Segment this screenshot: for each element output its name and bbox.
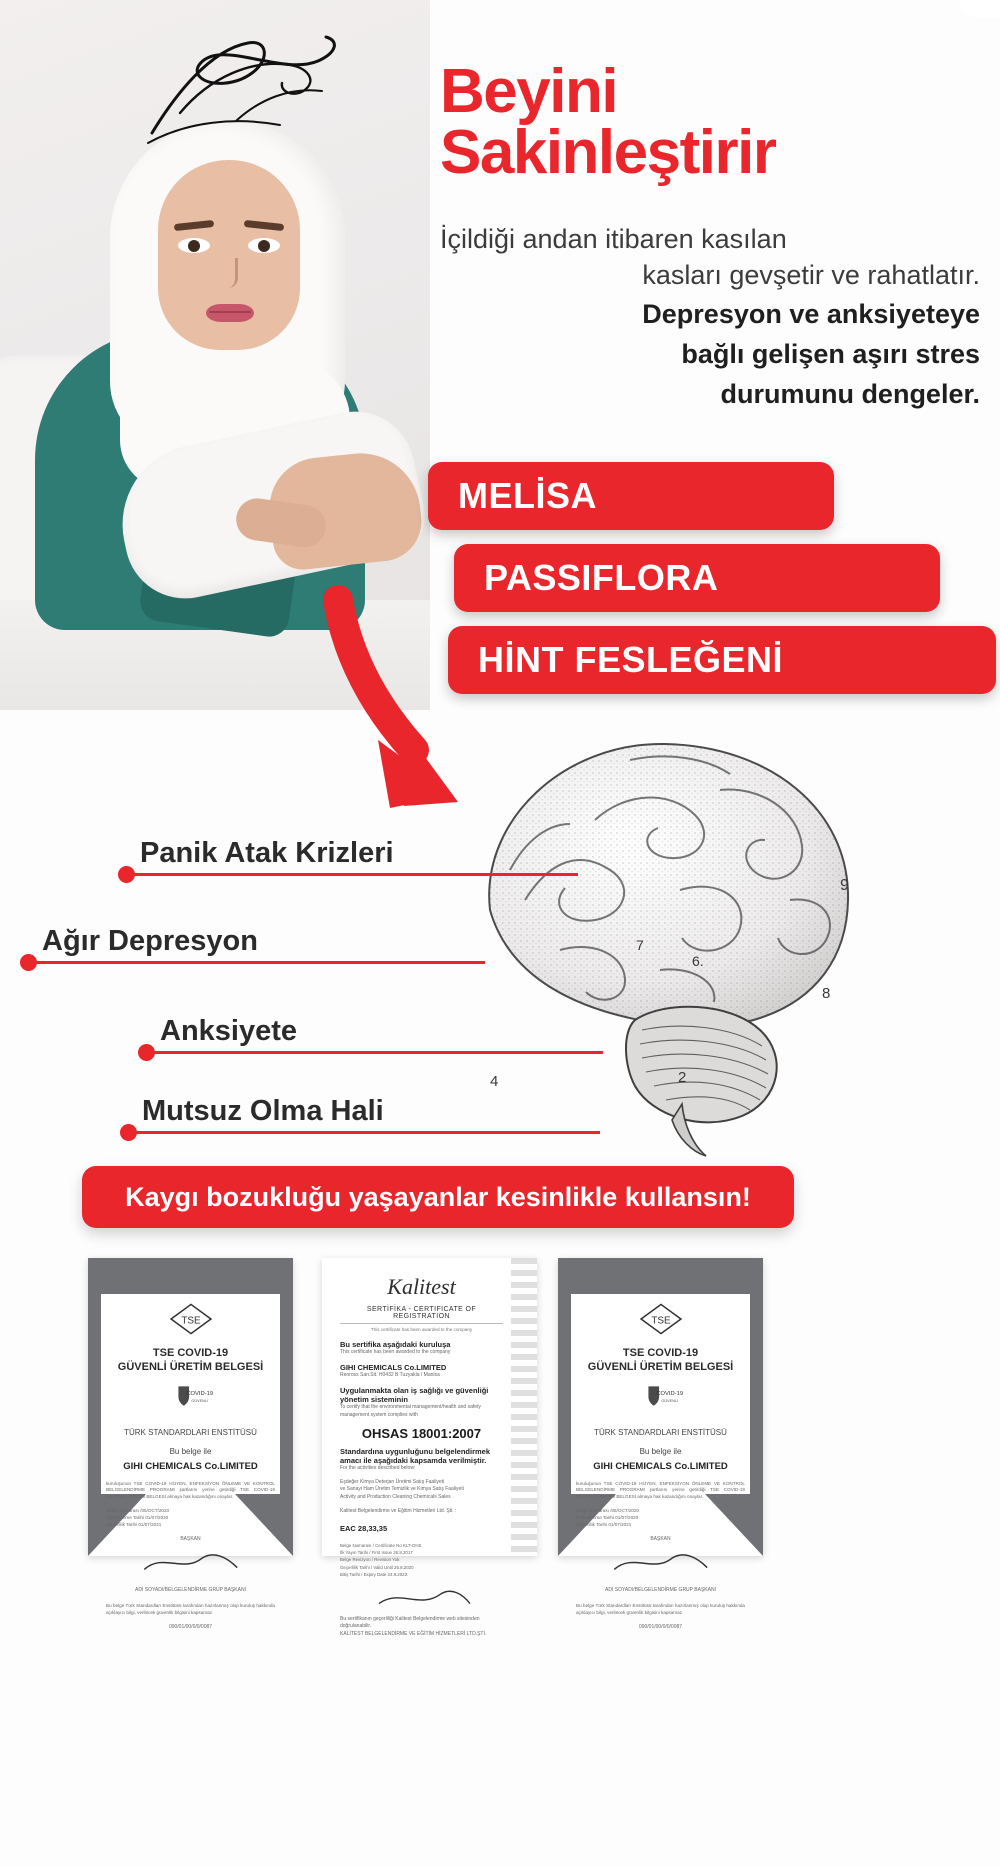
symptom-callout-list [0,810,1000,1150]
cert-field-label-2: Düzenlenme Tarihi [106,1515,144,1521]
kalitest-row-value: KLT-OHS [402,1542,422,1548]
covid-safe-badge-icon [162,1383,220,1409]
headline [440,57,990,187]
kalitest-bottom-note: Bu sertifikanın geçerliliği Kalitest Belgelendirme web sitesinden doğrulanabilir. [340,1615,480,1630]
svg-text:8: 8 [822,985,831,1002]
cert-description: kuruluşunun TSE COVID-19 HİJYEN, ENFEKSİYON ÖNLEME VE KONTROL BELGELENDİRME PROGRAMI şartlarını yerine getirdiği TSE COVID-19 GÜVENLİ ÜRETİM BELGESİ almaya hak kazandığını onaylar. [106,1480,275,1500]
cert-title-line-2: GÜVENLİ ÜRETİM BELGESİ [587,1360,734,1373]
signature-icon [140,25,360,155]
cert-title-line-2: GÜVENLİ ÜRETİM BELGESİ [117,1360,264,1373]
cert-institute: TÜRK STANDARDLARI ENSTİTÜSÜ [124,1427,257,1437]
eyebrow-left [174,220,215,231]
cert-company: GIHI CHEMICALS Co.LIMITED [123,1460,258,1472]
cert-field-label-3: Geçerlilik Tarihi [576,1521,608,1527]
certificate-side-band-left [558,1294,571,1494]
certificate-side-band-left [88,1294,101,1494]
svg-text:7: 7 [636,937,644,953]
certificate-top-band [558,1258,763,1294]
cert-field-value-1: /05/OCT/2020 [610,1508,640,1514]
svg-text:COVID-19: COVID-19 [655,1390,683,1397]
svg-text:TSE: TSE [180,1315,201,1327]
kalitest-row-label: İlk Yayın Tarihi / First Issue [340,1549,392,1555]
subtext-bold-1: Depresyon ve anksiyeteye [642,299,980,330]
kalitest-scope-en: To certify that the environmental management/health and safety management system complies with [340,1404,481,1418]
kalitest-company: GIHI CHEMICALS Co.LIMITED [340,1362,447,1372]
cert-signature-icon [605,1549,716,1575]
ingredient-pill-list [428,462,996,708]
symptom-bullet-dot [138,1044,155,1061]
cta-text: Kaygı bozukluğu yaşayanlar kesinlikle kullansın! [125,1181,751,1212]
symptom-leader-line [30,961,485,964]
cert-field-label-1: Belge Numarası [576,1508,609,1514]
eye-right [248,238,280,253]
cert-auth-label: ADI SOYADI/BELGELENDİRME GRUP BAŞKANI [605,1586,716,1593]
kalitest-row-value: 25.8.2020 [394,1564,414,1570]
kalitest-head-en: This certificate has been awarded to the company [340,1349,451,1355]
certificate-tse-right [558,1258,763,1630]
cert-title-line-1: TSE COVID-19 [622,1347,699,1359]
cert-signer-label: BAŞKAN [180,1535,201,1542]
kalitest-brand: Kalitest [387,1274,456,1299]
certificate-top-band [88,1258,293,1294]
cert-field-label-3: Geçerlilik Tarihi [106,1521,138,1527]
kalitest-standard: OHSAS 18001:2007 [361,1426,482,1441]
kalitest-row-label: Bitiş Tarihi / Expiry Date [340,1572,387,1578]
cert-title-line-1: TSE COVID-19 [152,1347,229,1359]
ingredient-pill-melisa: MELİSA [428,462,834,530]
ingredient-pill-hint-feslegeni: HİNT FESLEĞENİ [448,626,996,694]
kalitest-bottom-note-2: KALİTEST BELGELENDİRME VE EĞİTİM HİZMETLERİ LTD.ŞTİ. [340,1630,487,1637]
cert-by-label: Bu belge ile [169,1446,212,1456]
kalitest-row-value: Yok [392,1557,400,1563]
corner-notch [960,0,1000,18]
cert-ref: 090/01/00/0/0/0087 [638,1623,683,1630]
svg-text:GÜVENLİ: GÜVENLİ [660,1398,678,1403]
cert-company: GIHI CHEMICALS Co.LIMITED [593,1460,728,1472]
kalitest-scope-detail-en2: Activity and Production Cleaning Chemicals Sales [340,1493,451,1500]
cert-by-label: Bu belge ile [639,1446,682,1456]
symptom-label: Anksiyete [160,1015,298,1047]
cert-field-value-3: 01/07/2021 [608,1521,632,1527]
cert-field-value-2: 01/07/2020 [145,1515,169,1521]
ingredient-pill-passiflora: PASSIFLORA [454,544,940,612]
kalitest-eac: EAC 28,33,35 [340,1523,388,1533]
kalitest-table [340,1542,503,1579]
cta-banner [82,1166,794,1228]
tse-logo-icon [638,1302,684,1336]
kalitest-subtitle: SERTİFİKA - CERTIFICATE OF REGISTRATION [340,1306,503,1324]
svg-text:COVID-19: COVID-19 [185,1390,213,1397]
symptom-label: Mutsuz Olma Hali [142,1095,384,1127]
kalitest-row-value: 24.9.2023 [387,1572,408,1578]
symptom-bullet-dot [118,866,135,883]
kalitest-address: Renross San.Sit. H0432 B Tuzyakla / Manisa [340,1371,440,1378]
cert-field-value-2: 01/07/2020 [615,1515,639,1521]
kalitest-row-label: Belge Numarası / Certificate No [340,1542,402,1548]
kalitest-footer-label: Kalitest Belgelendirme ve Eğitim Hizmetleri Ltd. Şti. : [340,1508,457,1514]
subtext-block [440,222,980,412]
symptom-leader-line [148,1051,603,1054]
kalitest-signature-icon [366,1585,477,1611]
svg-text:2: 2 [678,1069,687,1086]
svg-text:4: 4 [490,1073,499,1090]
cert-auth-label: ADI SOYADI/BELGELENDİRME GRUP BAŞKANI [135,1586,246,1593]
svg-text:TSE: TSE [650,1315,671,1327]
cert-footer: Bu belge Türk Standardları Enstitüsü tarafından hazırlanmış olup kuruluş hakkında açıklayıcı bilgi, verilecek güvenlik bilgisini kapsamaz. [106,1602,275,1615]
symptom-label: Panik Atak Krizleri [140,837,394,869]
kalitest-row-label: Geçerlilik Tarihi / Valid Until [340,1564,393,1570]
nose-shape [220,258,238,288]
symptom-bullet-dot [20,954,37,971]
cert-footer: Bu belge Türk Standardları Enstitüsü tarafından hazırlanmış olup kuruluş hakkında açıklayıcı bilgi, verilecek güvenlik bilgisini kapsamaz. [576,1602,745,1615]
symptom-leader-line [130,1131,600,1134]
cert-ref: 090/01/00/0/0/0087 [168,1623,213,1630]
cert-description: kuruluşunun TSE COVID-19 HİJYEN, ENFEKSİYON ÖNLEME VE KONTROL BELGELENDİRME PROGRAMI şartlarını yerine getirdiği TSE COVID-19 GÜVENLİ ÜRETİM BELGESİ almaya hak kazandığını onaylar. [576,1480,745,1500]
kalitest-row-label: Belge Revizyon / Revision [340,1557,392,1563]
svg-text:6.: 6. [692,953,704,969]
cert-field-label-2: Düzenlenme Tarihi [576,1515,614,1521]
certificate-tse-left [88,1258,293,1630]
cert-signature-icon [135,1549,246,1575]
certificate-wave-edge [511,1258,537,1556]
lips-shape [206,304,254,322]
certificate-side-band-right [750,1294,763,1494]
cert-field-value-3: 01/07/2021 [138,1521,162,1527]
kalitest-scope-detail-en: ve Sanayi Ham Üretim Temizlik ve Kimya Satış Faaliyeti [340,1486,464,1492]
certificate-side-band-right [280,1294,293,1494]
face-shape [158,160,300,350]
kalitest-scope-detail-tr: Eşdeğer Kimya Deterjan Üretimi Satış Faaliyeti [340,1478,445,1485]
cert-field-value-1: /05/OCT/2020 [140,1508,170,1514]
kalitest-head-tr: Bu sertifika aşağıdaki kuruluşa [340,1340,451,1349]
kalitest-std-desc-tr: Standardına uygunluğunu belgelendirmek amacı ile aşağıdaki kapsamda verilmiştir. [340,1447,491,1465]
cert-field-label-1: Belge Numarası [106,1508,139,1514]
symptom-leader-line [128,873,578,876]
tse-logo-icon [168,1302,214,1336]
subtext-bold-2: bağlı gelişen aşırı stres [681,338,980,369]
cert-institute: TÜRK STANDARDLARI ENSTİTÜSÜ [594,1427,727,1437]
certificate-kalitest [322,1258,537,1637]
symptom-bullet-dot [120,1124,137,1141]
eyebrow-right [244,220,285,231]
subtext-light-1: İçildiği andan itibaren kasılan [440,224,787,254]
svg-text:9: 9 [840,877,849,894]
subtext-bold-3: durumunu dengeler. [720,378,980,409]
covid-safe-badge-icon [632,1383,690,1409]
headline-line-2: Sakinleştirir [440,117,776,187]
symptom-label: Ağır Depresyon [42,925,258,957]
certificate-row [0,1258,1000,1637]
eye-left [178,238,210,253]
kalitest-std-desc-en: For the activities described below: [340,1465,416,1471]
svg-text:GÜVENLİ: GÜVENLİ [190,1398,208,1403]
subtext-light-2: kasları gevşetir ve rahatlatır. [642,259,980,290]
cert-signer-label: BAŞKAN [650,1535,671,1542]
kalitest-row-value: 26.8.2017 [393,1549,413,1555]
kalitest-scope-tr: Uygulanmakta olan iş sağlığı ve güvenliği yönetim sisteminin [340,1386,489,1404]
headline-line-1: Beyini [440,57,618,126]
kalitest-subtitle-micro: This certificate has been awarded to the company [370,1327,473,1332]
